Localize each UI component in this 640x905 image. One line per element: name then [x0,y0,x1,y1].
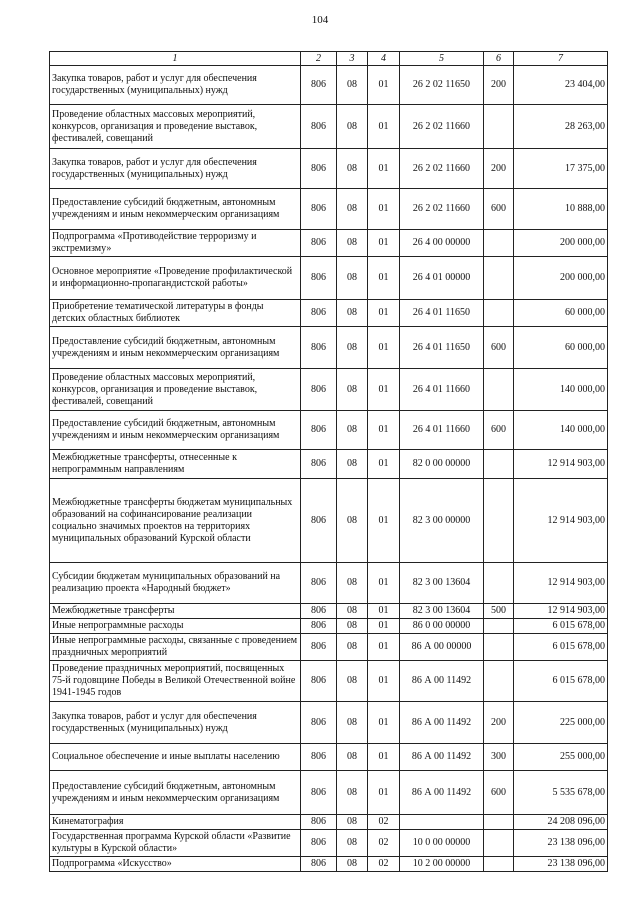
expense-type-code: 500 [484,604,514,619]
table-row [50,450,608,479]
section-code: 08 [337,230,368,257]
table-row [50,634,608,661]
amount: 23 138 096,00 [514,857,608,872]
expense-type-code [484,857,514,872]
section-code: 08 [337,830,368,857]
row-description: Предоставление субсидий бюджетным, автономным учреждениям и иным некоммерческим организациям [50,411,301,450]
expense-type-code [484,479,514,563]
subsection-code: 01 [368,230,400,257]
ministry-code: 806 [301,149,337,189]
target-article-code: 10 2 00 00000 [400,857,484,872]
row-description: Закупка товаров, работ и услуг для обеспечения государственных (муниципальных) нужд [50,66,301,105]
row-description: Предоставление субсидий бюджетным, автономным учреждениям и иным некоммерческим организациям [50,189,301,230]
subsection-code: 02 [368,815,400,830]
expense-type-code [484,230,514,257]
row-description: Межбюджетные трансферты, отнесенные к непрограммным направлениям [50,450,301,479]
row-description: Предоставление субсидий бюджетным, автономным учреждениям и иным некоммерческим организациям [50,327,301,369]
section-code: 08 [337,563,368,604]
row-description: Субсидии бюджетам муниципальных образований на реализацию проекта «Народный бюджет» [50,563,301,604]
page-number: 104 [311,14,329,26]
amount: 12 914 903,00 [514,604,608,619]
amount: 12 914 903,00 [514,479,608,563]
table-row [50,369,608,411]
subsection-code: 01 [368,563,400,604]
row-description: Иные непрограммные расходы [50,619,301,634]
target-article-code: 26 4 01 00000 [400,257,484,300]
ministry-code: 806 [301,830,337,857]
table-row [50,563,608,604]
expense-type-code [484,563,514,604]
table-row [50,66,608,105]
expense-type-code [484,815,514,830]
amount: 200 000,00 [514,257,608,300]
ministry-code: 806 [301,411,337,450]
table-row [50,149,608,189]
amount: 6 015 678,00 [514,619,608,634]
subsection-code: 02 [368,830,400,857]
expense-type-code [484,257,514,300]
expense-type-code: 300 [484,744,514,771]
table-row [50,619,608,634]
subsection-code: 01 [368,66,400,105]
target-article-code [400,815,484,830]
section-code: 08 [337,634,368,661]
amount: 60 000,00 [514,300,608,327]
amount: 140 000,00 [514,369,608,411]
expense-type-code: 600 [484,771,514,815]
expense-type-code [484,369,514,411]
expense-type-code: 600 [484,189,514,230]
target-article-code: 26 2 02 11650 [400,66,484,105]
section-code: 08 [337,149,368,189]
amount: 23 404,00 [514,66,608,105]
table-header-row [50,52,608,66]
ministry-code: 806 [301,189,337,230]
row-description: Подпрограмма «Противодействие терроризму и экстремизму» [50,230,301,257]
table-row [50,857,608,872]
section-code: 08 [337,815,368,830]
ministry-code: 806 [301,66,337,105]
ministry-code: 806 [301,702,337,744]
row-description: Закупка товаров, работ и услуг для обеспечения государственных (муниципальных) нужд [50,149,301,189]
subsection-code: 01 [368,257,400,300]
target-article-code: 86 0 00 00000 [400,619,484,634]
amount: 5 535 678,00 [514,771,608,815]
subsection-code: 01 [368,619,400,634]
subsection-code: 01 [368,300,400,327]
expense-type-code [484,634,514,661]
section-code: 08 [337,189,368,230]
section-code: 08 [337,619,368,634]
row-description: Проведение праздничных мероприятий, посвященных 75-й годовщине Победы в Великой Отечественной войне 1941-1945 годов [50,661,301,702]
section-code: 08 [337,369,368,411]
ministry-code: 806 [301,771,337,815]
section-code: 08 [337,479,368,563]
subsection-code: 01 [368,479,400,563]
ministry-code: 806 [301,619,337,634]
target-article-code: 26 4 00 00000 [400,230,484,257]
row-description: Кинематография [50,815,301,830]
table-row [50,230,608,257]
header-cell: 2 [301,52,337,66]
target-article-code: 82 3 00 13604 [400,604,484,619]
section-code: 08 [337,744,368,771]
table-row [50,300,608,327]
ministry-code: 806 [301,744,337,771]
ministry-code: 806 [301,327,337,369]
header-cell: 4 [368,52,400,66]
row-description: Межбюджетные трансферты бюджетам муниципальных образований на софинансирование реализации социально значимых проектов на территориях муниципальных образований Курской области [50,479,301,563]
ministry-code: 806 [301,230,337,257]
header-cell: 6 [484,52,514,66]
table-row [50,327,608,369]
expense-type-code: 600 [484,411,514,450]
ministry-code: 806 [301,450,337,479]
subsection-code: 01 [368,369,400,411]
amount: 24 208 096,00 [514,815,608,830]
subsection-code: 01 [368,105,400,149]
row-description: Социальное обеспечение и иные выплаты населению [50,744,301,771]
target-article-code: 86 А 00 11492 [400,744,484,771]
section-code: 08 [337,702,368,744]
amount: 60 000,00 [514,327,608,369]
expense-type-code [484,450,514,479]
subsection-code: 01 [368,661,400,702]
row-description: Закупка товаров, работ и услуг для обеспечения государственных (муниципальных) нужд [50,702,301,744]
expense-type-code [484,300,514,327]
table-row [50,744,608,771]
section-code: 08 [337,857,368,872]
target-article-code: 10 0 00 00000 [400,830,484,857]
subsection-code: 01 [368,744,400,771]
header-cell: 1 [50,52,301,66]
expense-type-code [484,830,514,857]
ministry-code: 806 [301,369,337,411]
target-article-code: 86 А 00 11492 [400,771,484,815]
expense-type-code [484,661,514,702]
ministry-code: 806 [301,257,337,300]
section-code: 08 [337,327,368,369]
ministry-code: 806 [301,634,337,661]
ministry-code: 806 [301,300,337,327]
amount: 23 138 096,00 [514,830,608,857]
row-description: Предоставление субсидий бюджетным, автономным учреждениям и иным некоммерческим организациям [50,771,301,815]
table-row [50,604,608,619]
amount: 28 263,00 [514,105,608,149]
subsection-code: 01 [368,411,400,450]
amount: 140 000,00 [514,411,608,450]
section-code: 08 [337,300,368,327]
subsection-code: 01 [368,450,400,479]
header-cell: 7 [514,52,608,66]
section-code: 08 [337,604,368,619]
amount: 200 000,00 [514,230,608,257]
table-row [50,411,608,450]
amount: 6 015 678,00 [514,661,608,702]
row-description: Приобретение тематической литературы в фонды детских областных библиотек [50,300,301,327]
ministry-code: 806 [301,105,337,149]
section-code: 08 [337,66,368,105]
row-description: Государственная программа Курской области «Развитие культуры в Курской области» [50,830,301,857]
ministry-code: 806 [301,661,337,702]
ministry-code: 806 [301,857,337,872]
target-article-code: 86 А 00 00000 [400,634,484,661]
row-description: Подпрограмма «Искусство» [50,857,301,872]
target-article-code: 86 А 00 11492 [400,702,484,744]
amount: 12 914 903,00 [514,450,608,479]
section-code: 08 [337,257,368,300]
table-row [50,105,608,149]
table-row [50,830,608,857]
target-article-code: 26 2 02 11660 [400,105,484,149]
expense-type-code [484,105,514,149]
target-article-code: 82 0 00 00000 [400,450,484,479]
table-row [50,771,608,815]
amount: 12 914 903,00 [514,563,608,604]
row-description: Проведение областных массовых мероприятий, конкурсов, организация и проведение выставок, фестивалей, совещаний [50,105,301,149]
section-code: 08 [337,771,368,815]
target-article-code: 86 А 00 11492 [400,661,484,702]
expense-type-code: 200 [484,702,514,744]
target-article-code: 26 4 01 11650 [400,300,484,327]
subsection-code: 01 [368,189,400,230]
target-article-code: 82 3 00 13604 [400,563,484,604]
target-article-code: 26 2 02 11660 [400,189,484,230]
target-article-code: 26 2 02 11660 [400,149,484,189]
amount: 6 015 678,00 [514,634,608,661]
subsection-code: 01 [368,327,400,369]
subsection-code: 02 [368,857,400,872]
subsection-code: 01 [368,149,400,189]
expense-type-code: 200 [484,149,514,189]
subsection-code: 01 [368,604,400,619]
table-row [50,257,608,300]
section-code: 08 [337,105,368,149]
ministry-code: 806 [301,815,337,830]
table-row [50,189,608,230]
row-description: Иные непрограммные расходы, связанные с проведением праздничных мероприятий [50,634,301,661]
row-description: Основное мероприятие «Проведение профилактической и информационно-пропагандистской работы» [50,257,301,300]
budget-table [49,51,608,872]
ministry-code: 806 [301,563,337,604]
target-article-code: 26 4 01 11660 [400,369,484,411]
subsection-code: 01 [368,634,400,661]
target-article-code: 82 3 00 00000 [400,479,484,563]
amount: 17 375,00 [514,149,608,189]
table-row [50,702,608,744]
subsection-code: 01 [368,771,400,815]
row-description: Проведение областных массовых мероприятий, конкурсов, организация и проведение выставок, фестивалей, совещаний [50,369,301,411]
amount: 10 888,00 [514,189,608,230]
section-code: 08 [337,411,368,450]
table-row [50,815,608,830]
table-row [50,479,608,563]
header-cell: 5 [400,52,484,66]
header-cell: 3 [337,52,368,66]
row-description: Межбюджетные трансферты [50,604,301,619]
amount: 225 000,00 [514,702,608,744]
ministry-code: 806 [301,604,337,619]
table-row [50,661,608,702]
ministry-code: 806 [301,479,337,563]
expense-type-code [484,619,514,634]
expense-type-code: 200 [484,66,514,105]
section-code: 08 [337,661,368,702]
target-article-code: 26 4 01 11660 [400,411,484,450]
expense-type-code: 600 [484,327,514,369]
subsection-code: 01 [368,702,400,744]
amount: 255 000,00 [514,744,608,771]
section-code: 08 [337,450,368,479]
target-article-code: 26 4 01 11650 [400,327,484,369]
